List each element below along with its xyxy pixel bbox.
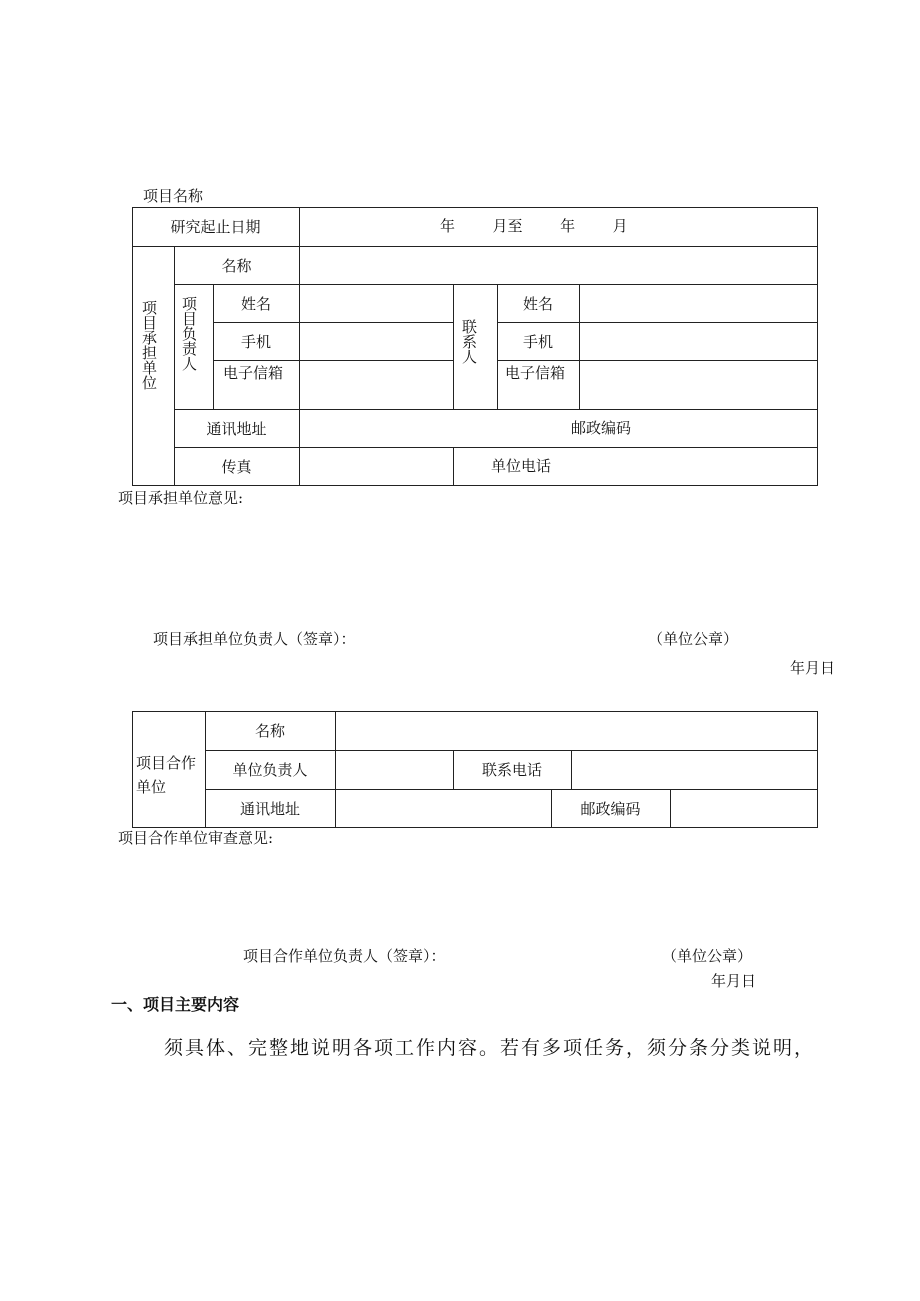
contact-mobile-field[interactable] (580, 322, 818, 360)
undertaking-signature-label: 项目承担单位负责人（签章）： (153, 630, 356, 648)
coop-leader-field[interactable] (336, 750, 453, 789)
cooperating-date-label: 年月日 (711, 972, 757, 990)
coop-address-field[interactable] (336, 789, 551, 828)
leader-name-label: 姓名 (240, 294, 271, 313)
contact-mobile-label: 手机 (522, 332, 553, 351)
undertaking-unit-label: 项目承担单位 (140, 300, 158, 390)
leader-mobile-label: 手机 (240, 332, 271, 351)
leader-email-field[interactable] (300, 360, 453, 409)
coop-postcode-label: 邮政编码 (580, 800, 641, 818)
undertaking-opinion-label: 项目承担单位意见: (118, 489, 244, 507)
leader-email-label: 电子信箱 (223, 364, 284, 382)
fax-field[interactable] (300, 447, 453, 486)
leader-mobile-field[interactable] (300, 322, 453, 360)
coop-postcode-field[interactable] (671, 789, 818, 828)
period-value[interactable]: 年 月至 年 月 (440, 217, 628, 235)
unit-name-label: 名称 (221, 256, 252, 275)
coop-phone-label: 联系电话 (481, 761, 542, 779)
cooperating-signature-label: 项目合作单位负责人（签章）： (243, 947, 446, 965)
section-heading: 一、项目主要内容 (111, 995, 240, 1014)
address-label: 通讯地址 (206, 419, 267, 438)
contact-person-label: 联系人 (460, 319, 478, 364)
coop-name-label: 名称 (254, 722, 285, 740)
coop-phone-field[interactable] (572, 750, 818, 789)
contact-name-label: 姓名 (522, 294, 553, 313)
undertaking-date-label: 年月日 (790, 659, 836, 677)
unit-name-field[interactable] (300, 246, 818, 284)
project-leader-label: 项目负责人 (180, 296, 198, 371)
cooperating-seal-label: （单位公章） (662, 947, 753, 965)
cooperating-opinion-label: 项目合作单位审查意见: (118, 829, 274, 847)
contact-email-label: 电子信箱 (505, 364, 566, 382)
contact-email-field[interactable] (580, 360, 818, 409)
cooperating-unit-label: 项目合作单位 (136, 754, 197, 796)
leader-name-field[interactable] (300, 284, 453, 322)
undertaking-seal-label: （单位公章） (648, 630, 739, 648)
unit-phone-label: 单位电话 (491, 457, 552, 475)
period-label: 研究起止日期 (170, 218, 261, 236)
coop-leader-label: 单位负责人 (232, 761, 308, 779)
fax-label: 传真 (221, 458, 252, 476)
contact-name-field[interactable] (580, 284, 818, 322)
postcode-label: 邮政编码 (571, 419, 632, 437)
coop-address-label: 通讯地址 (239, 800, 300, 818)
section-body-text: 须具体、完整地说明各项工作内容。若有多项任务，须分条分类说明， (164, 1037, 816, 1059)
project-name-label: 项目名称 (143, 187, 204, 205)
coop-name-field[interactable] (336, 711, 818, 750)
